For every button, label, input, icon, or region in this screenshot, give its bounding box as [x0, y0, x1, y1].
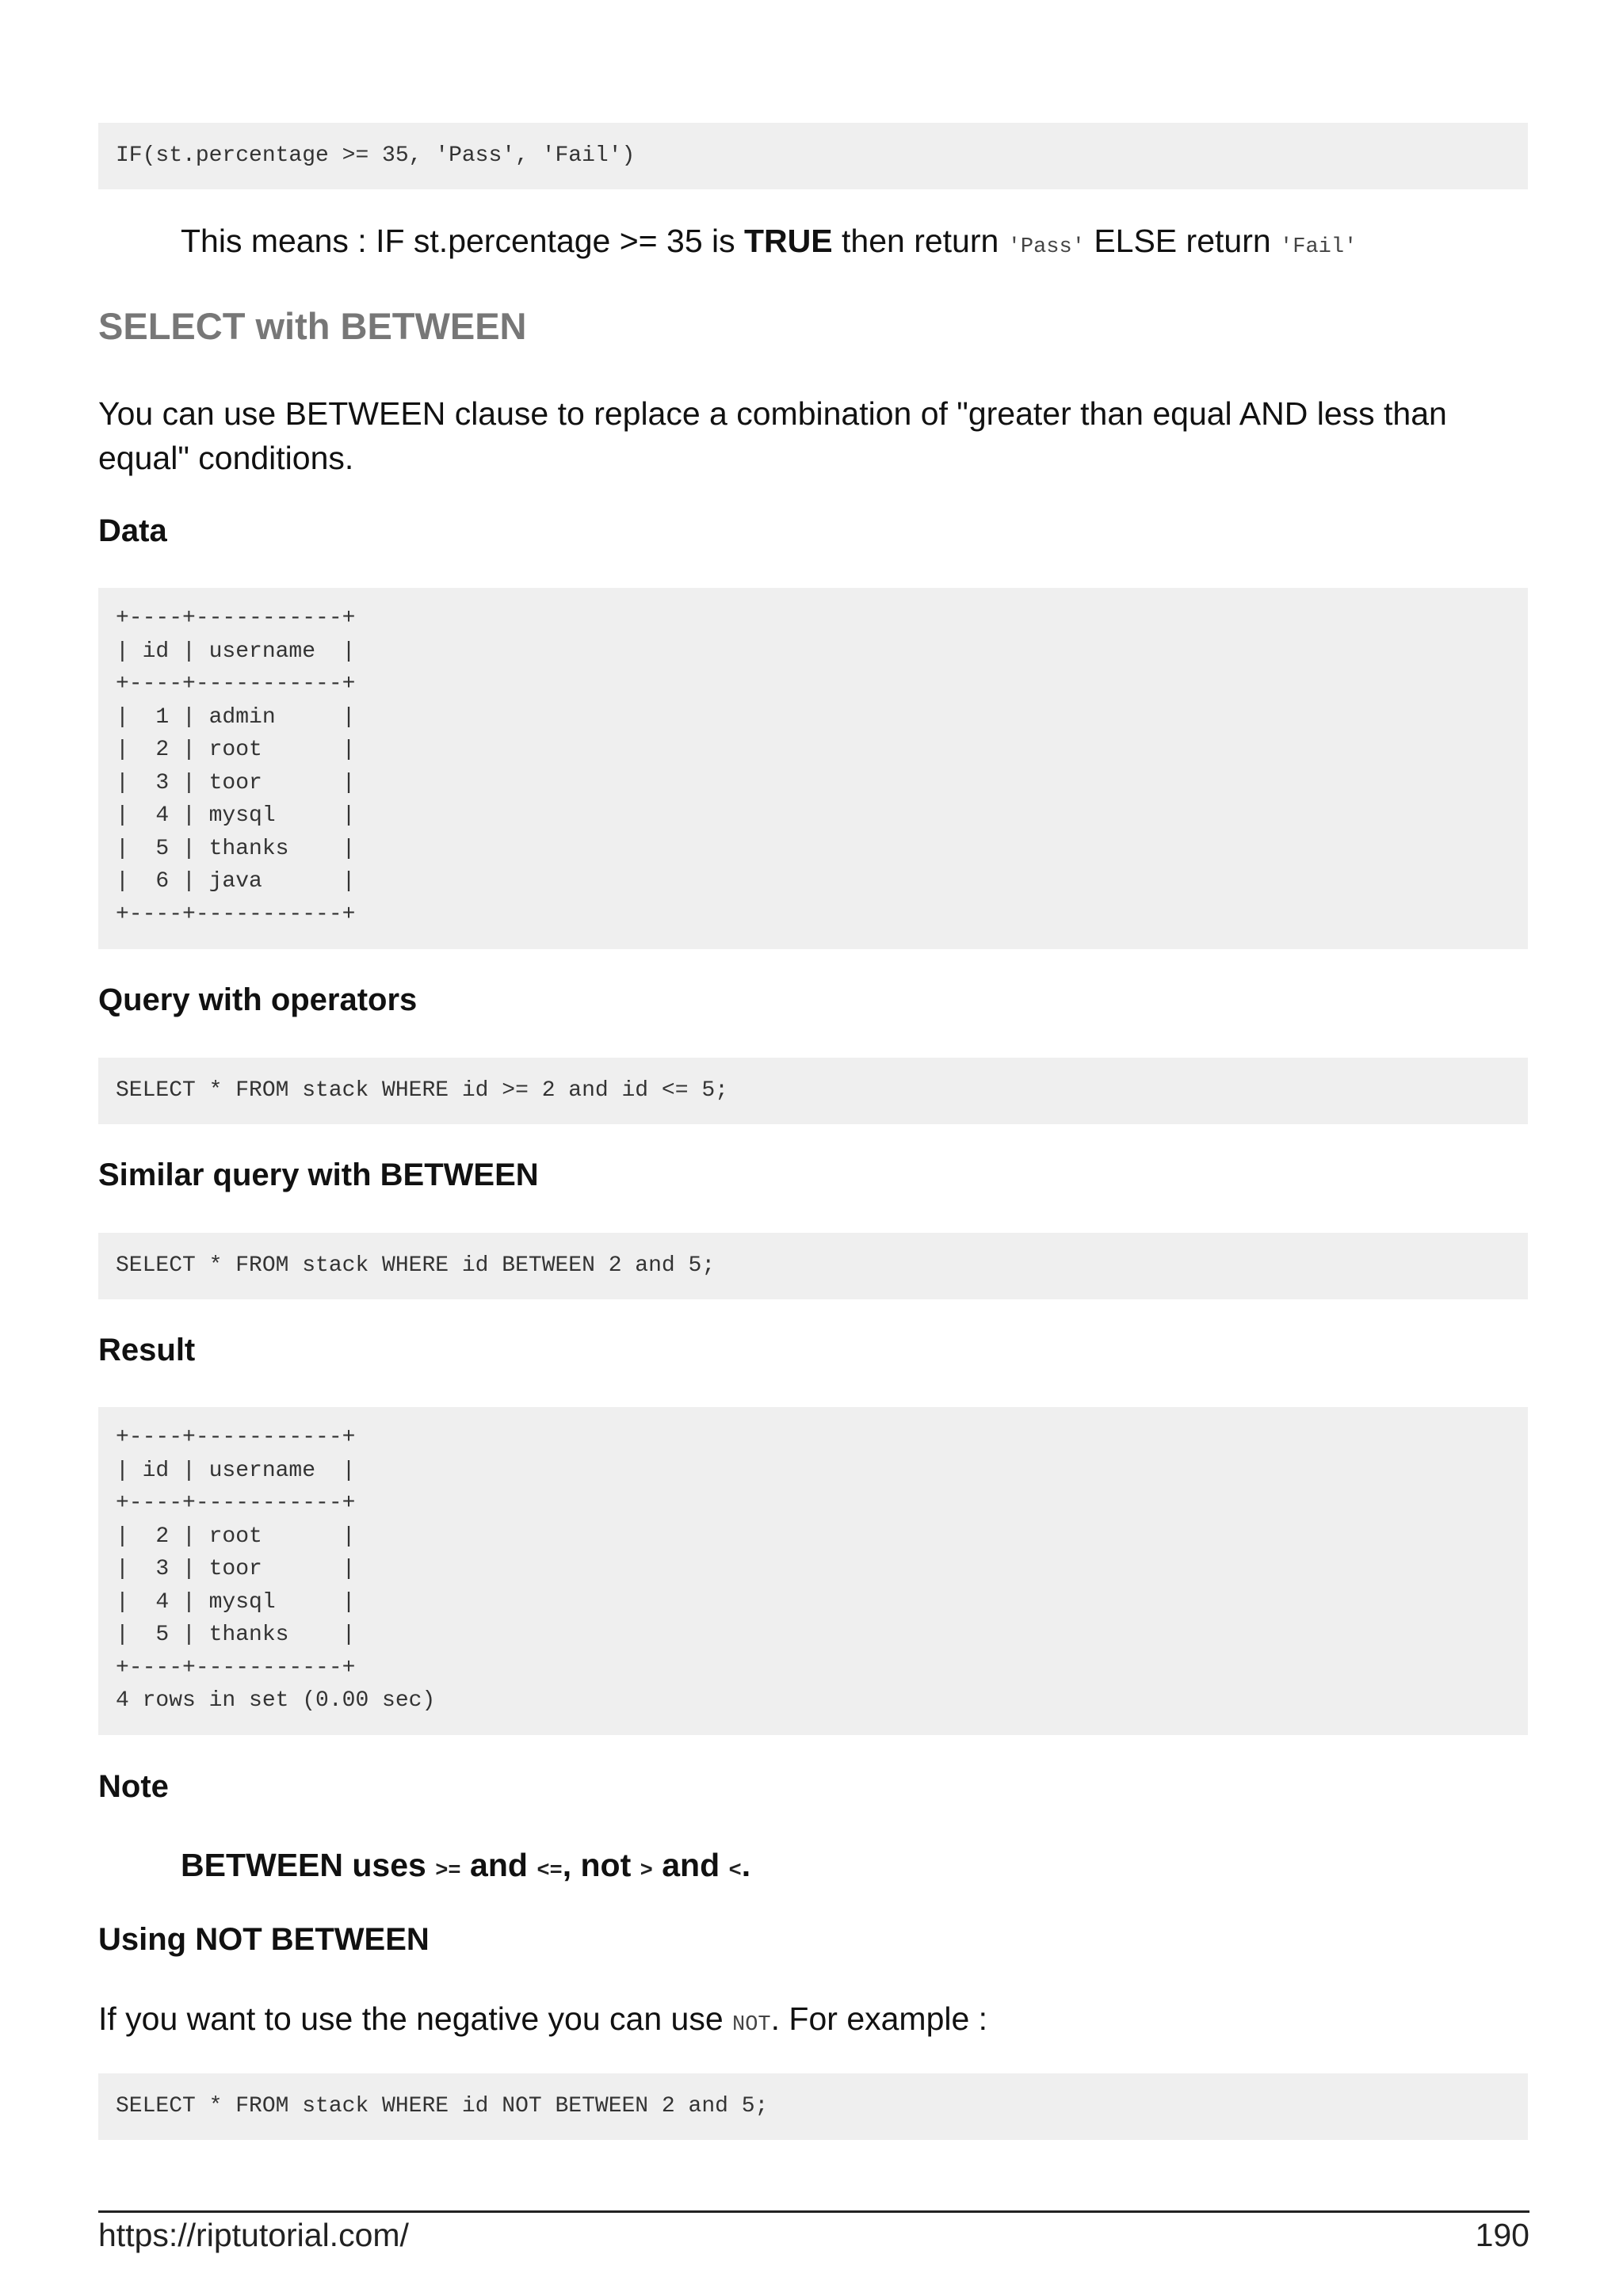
means-true: TRUE: [744, 223, 833, 259]
result-table-block: [98, 1407, 1528, 1735]
note-part: and: [652, 1847, 729, 1883]
means-paragraph: [181, 219, 1357, 269]
note-heading: Note: [98, 1769, 169, 1804]
means-else: ELSE return: [1084, 223, 1281, 259]
not-between-heading: Using NOT BETWEEN: [98, 1922, 430, 1957]
means-middle: then return: [832, 223, 1008, 259]
result-table-text: +----+-----------+ | id | username | +----+-----------+ | 2 | root | | 3 | toor | | 4 | mysql | | 5 | thanks | +----+-----------+ 4 rows in set (0.00 sec): [116, 1425, 436, 1713]
note-code-gt: >: [640, 1859, 653, 1883]
intro-paragraph: You can use BETWEEN clause to replace a combination of "greater than equal AND less than equal" conditions.: [98, 395, 1447, 476]
footer-url[interactable]: https://riptutorial.com/: [98, 2217, 409, 2253]
code-block-not-between: SELECT * FROM stack WHERE id NOT BETWEEN 2 and 5;: [98, 2073, 1528, 2140]
note-code-lte: <=: [537, 1859, 563, 1883]
code-block-if: IF(st.percentage >= 35, 'Pass', 'Fail'): [98, 123, 1528, 189]
negative-code-not: NOT: [732, 2013, 771, 2037]
means-code-pass: 'Pass': [1007, 235, 1085, 259]
similar-query-heading: Similar query with BETWEEN: [98, 1158, 539, 1192]
query-operators-heading: Query with operators: [98, 982, 418, 1017]
note-part: and: [460, 1847, 537, 1883]
data-heading: Data: [98, 513, 167, 548]
negative-suffix: . For example :: [770, 2000, 988, 2037]
note-text: [181, 1843, 750, 1894]
note-part: , not: [562, 1847, 640, 1883]
code-block-between: SELECT * FROM stack WHERE id BETWEEN 2 and 5;: [98, 1233, 1528, 1299]
data-table-block: [98, 588, 1528, 949]
note-code-lt: <: [728, 1859, 742, 1883]
note-part: .: [741, 1847, 751, 1883]
code-block-operators: SELECT * FROM stack WHERE id >= 2 and id <= 5;: [98, 1058, 1528, 1124]
means-prefix: This means : IF st.percentage >= 35 is: [181, 223, 745, 259]
note-code-gte: >=: [435, 1859, 461, 1883]
note-part: BETWEEN uses: [181, 1847, 436, 1883]
result-heading: Result: [98, 1333, 196, 1367]
section-title: SELECT with BETWEEN: [98, 305, 527, 347]
footer-divider: [98, 2210, 1529, 2213]
negative-paragraph: [98, 1997, 987, 2047]
negative-prefix: If you want to use the negative you can use: [98, 2000, 733, 2037]
data-table-text: +----+-----------+ | id | username | +----+-----------+ | 1 | admin | | 2 | root | | 3 | toor | | 4 | mysql | | 5 | thanks | | 6 | java | +----+-----------+: [116, 606, 356, 927]
page-number: 190: [1475, 2217, 1529, 2253]
means-code-fail: 'Fail': [1280, 235, 1358, 259]
